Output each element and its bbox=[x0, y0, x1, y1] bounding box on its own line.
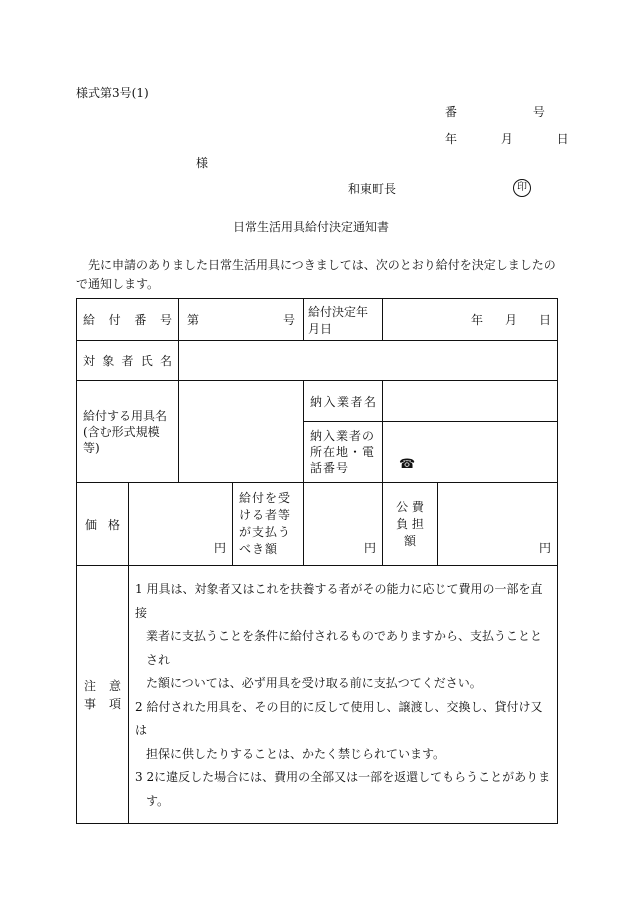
decision-month: 月 bbox=[505, 313, 518, 327]
supplier-name-row bbox=[77, 381, 558, 422]
item-name-label: 給付する用具名(含む形式規模等) bbox=[77, 381, 179, 483]
issuer-name: 和東町長 bbox=[348, 182, 397, 196]
benefit-number-label: 給 付 番 号 bbox=[83, 313, 172, 327]
public-yen: 円 bbox=[539, 541, 552, 555]
price-row bbox=[77, 483, 558, 566]
intro-text-line1: 先に申請のありました日常生活用具につきましては、次のとおり給付を決定しましたの bbox=[88, 258, 556, 272]
note-3-line-1: 3 2に違反した場合には、費用の全部又は一部を返還してもらうことがありま bbox=[135, 770, 551, 784]
document-title: 日常生活用具給付決定通知書 bbox=[233, 220, 390, 234]
price-label-1: 価 bbox=[85, 517, 98, 532]
notes-row bbox=[77, 566, 558, 824]
public-burden-label: 公 費 負 担 額 bbox=[383, 483, 438, 566]
supplier-address-label: 納入業者の所在地・電話番号 bbox=[304, 422, 383, 483]
note-3-line-2: す。 bbox=[146, 793, 170, 808]
intro-text-line2: で通知します。 bbox=[76, 277, 160, 291]
supplier-name-label: 納 入 業 者 名 bbox=[310, 394, 376, 409]
price-label-2: 格 bbox=[107, 517, 120, 532]
payer-yen: 円 bbox=[363, 541, 376, 555]
note-1-line-1: 1 用具は、対象者又はこれを扶養する者がその能力に応じて費用の一部を直接 bbox=[135, 582, 543, 620]
document-number-label: 番 号 bbox=[445, 105, 581, 119]
subject-name-row bbox=[77, 341, 558, 381]
price-yen: 円 bbox=[213, 541, 226, 555]
seal-mark: 印 bbox=[513, 179, 531, 197]
note-1-line-2: 業者に支払うことを条件に給付されるものでありますから、支払うこととされ bbox=[146, 629, 543, 667]
decision-date-label: 給付決定年月日 bbox=[304, 299, 383, 341]
supplier-name-value[interactable] bbox=[383, 381, 558, 422]
decision-year: 年 bbox=[471, 313, 484, 327]
phone-icon: ☎ bbox=[399, 457, 416, 472]
decision-day: 日 bbox=[539, 313, 552, 327]
document-date-label: 年 月 日 bbox=[445, 132, 589, 146]
recipient-suffix: 様 bbox=[196, 156, 209, 170]
notes-label-2: 事 項 bbox=[84, 696, 121, 711]
form-number: 様式第3号(1) bbox=[76, 86, 149, 100]
notes-content bbox=[129, 566, 558, 824]
note-1-line-3: た額については、必ず用具を受け取る前に支払つてください。 bbox=[146, 676, 482, 690]
number-suffix: 号 bbox=[282, 313, 295, 327]
item-name-value[interactable] bbox=[179, 381, 304, 483]
notes-label-1: 注 意 bbox=[84, 678, 121, 693]
payer-amount-label: 給付を受ける者等が支払うべき額 bbox=[233, 483, 304, 566]
subject-name-value[interactable] bbox=[179, 341, 558, 381]
note-2-line-1: 2 給付された用具を、その目的に反して使用し、譲渡し、交換し、貸付け又は bbox=[135, 699, 543, 737]
number-prefix: 第 bbox=[187, 313, 200, 327]
benefit-form-table bbox=[76, 298, 558, 824]
subject-name-label: 対 象 者 氏 名 bbox=[83, 354, 172, 368]
note-2-line-2: 担保に供したりすることは、かたく禁じられています。 bbox=[146, 746, 446, 761]
benefit-number-row bbox=[77, 299, 558, 341]
